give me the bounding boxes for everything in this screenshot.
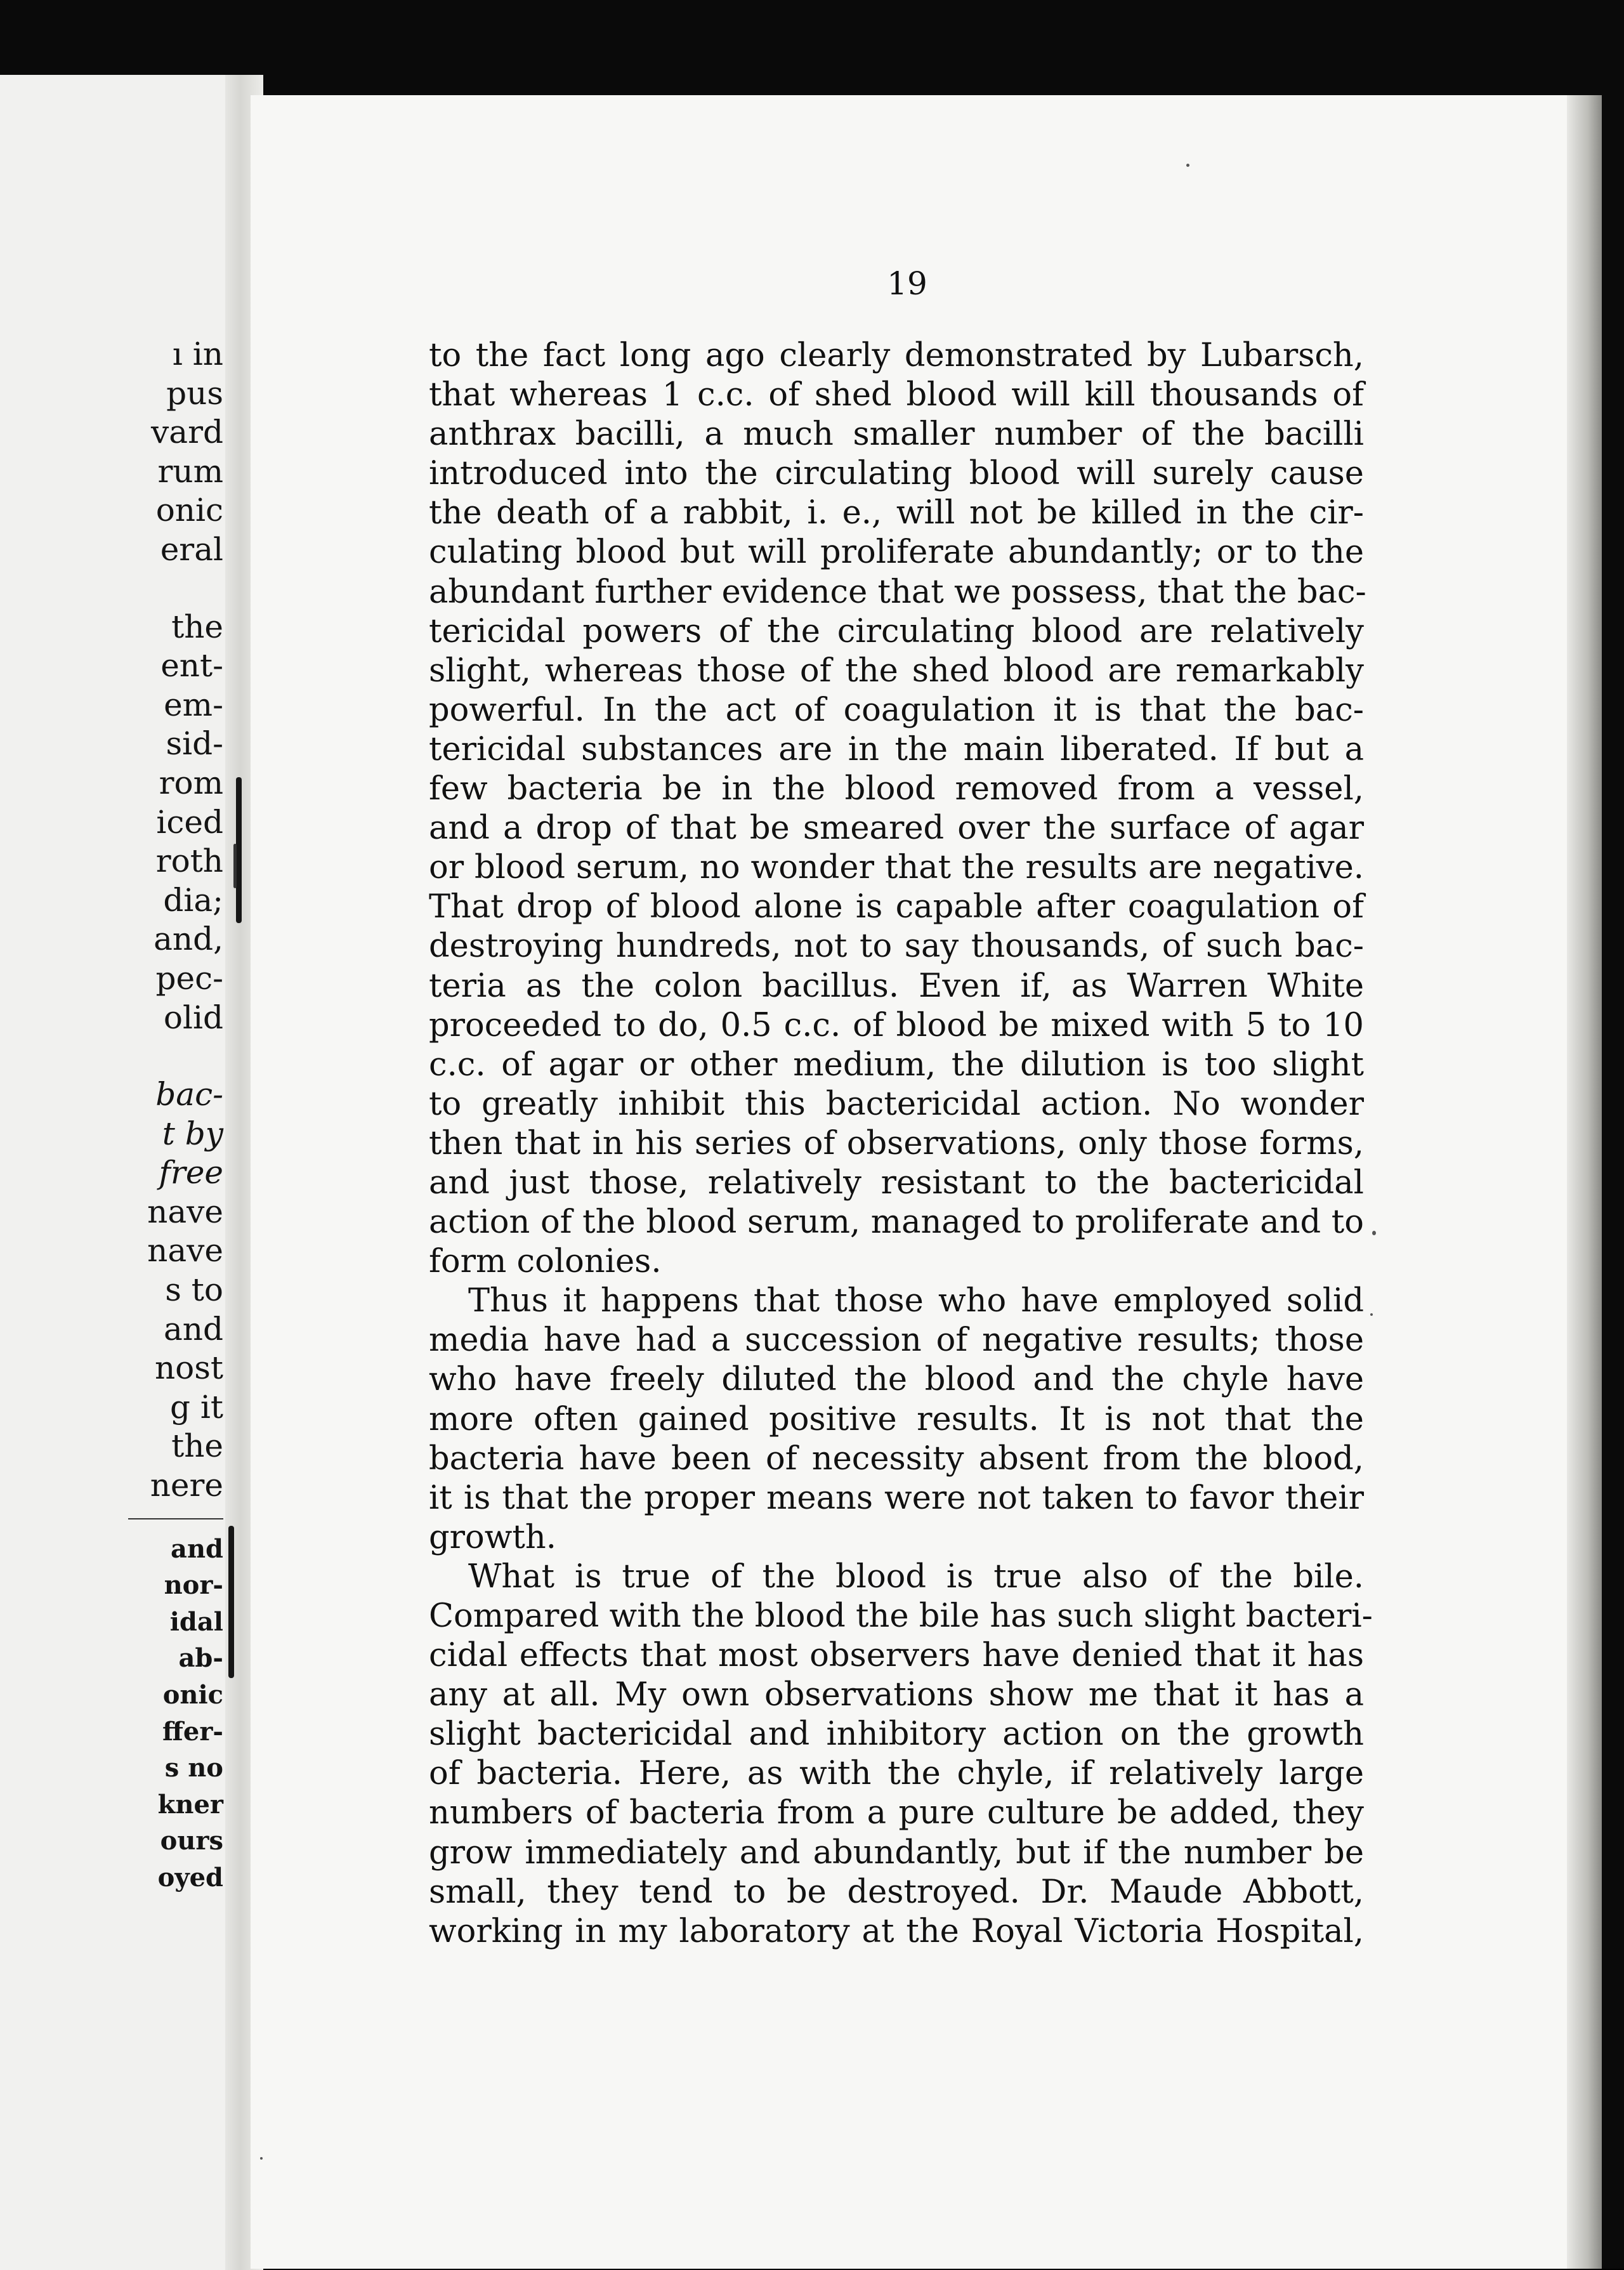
- footnote-rule: [128, 1518, 223, 1519]
- fragment-line: and,: [154, 921, 223, 958]
- text-line: slight, whereas those of the shed blood are remarkably: [429, 652, 1364, 690]
- body-text: [429, 336, 1373, 1952]
- text-line: the death of a rabbit, i. e., will not be killed in the cir-: [429, 494, 1364, 532]
- fragment-line: olid: [163, 999, 223, 1036]
- text-line: action of the blood serum, managed to proliferate and to: [429, 1204, 1364, 1242]
- fragment-line: eral: [160, 530, 223, 568]
- fragment-line: onic: [162, 1680, 223, 1710]
- staple-mark: [228, 1526, 234, 1678]
- text-line: to greatly inhibit this bactericidal action. No wonder: [429, 1085, 1364, 1123]
- fragment-line: rom: [159, 764, 223, 801]
- text-line: That drop of blood alone is capable after coagulation of: [429, 888, 1364, 926]
- text-line: that whereas 1 c.c. of shed blood will kill thousands of: [429, 376, 1364, 414]
- paragraph-gap: [8, 1037, 223, 1075]
- text-line: of bacteria. Here, as with the chyle, if relatively large: [429, 1755, 1364, 1793]
- fragment-line: rum: [157, 452, 223, 490]
- fragment-line: onic: [155, 492, 223, 529]
- fragment-line: g it: [170, 1388, 223, 1426]
- fragment-line: bac-: [155, 1076, 223, 1113]
- page-edge: [1567, 95, 1602, 2269]
- fragment-line: dia;: [163, 881, 223, 919]
- text-line: form colonies.: [429, 1243, 662, 1281]
- fragment-line: the: [171, 608, 223, 645]
- text-line: Compared with the blood the bile has such slight bacteri-: [429, 1598, 1373, 1635]
- text-line: What is true of the blood is true also of the bile.: [468, 1558, 1364, 1596]
- text-line: slight bactericidal and inhibitory action on the growth: [429, 1716, 1364, 1754]
- fragment-line: t by: [162, 1115, 223, 1152]
- fragment-line: nor-: [164, 1570, 223, 1601]
- text-line: small, they tend to be destroyed. Dr. Maude Abbott,: [429, 1873, 1364, 1911]
- fragment-line: nave: [147, 1193, 223, 1230]
- text-line: working in my laboratory at the Royal Victoria Hospital,: [429, 1912, 1364, 1950]
- fragment-line: pus: [166, 374, 223, 412]
- text-line: introduced into the circulating blood will surely cause: [429, 455, 1364, 493]
- text-line: Thus it happens that those who have employed solid: [468, 1282, 1364, 1320]
- text-line: abundant further evidence that we possess, that the bac-: [429, 573, 1366, 611]
- text-line: cidal effects that most observers have denied that it has: [429, 1637, 1364, 1675]
- staple-mark: [236, 777, 242, 923]
- text-line: it is that the proper means were not taken to favor their: [429, 1479, 1364, 1517]
- fragment-line: free: [159, 1154, 223, 1191]
- text-line: few bacteria be in the blood removed from a vessel,: [429, 770, 1364, 808]
- text-line: teria as the colon bacillus. Even if, as Warren White: [429, 967, 1364, 1005]
- fragment-line: nost: [154, 1349, 223, 1387]
- text-line: powerful. In the act of coagulation it is that the bac-: [429, 691, 1364, 729]
- facing-page-fragment: [0, 75, 247, 2270]
- fragment-line: kner: [157, 1789, 223, 1820]
- fragment-line: the: [171, 1427, 223, 1465]
- fragment-line: s no: [164, 1753, 223, 1783]
- fragment-line: pec-: [155, 959, 223, 997]
- staple-mark: [233, 844, 237, 888]
- paragraph-gap: [8, 570, 223, 608]
- text-line: then that in his series of observations, only those forms,: [429, 1124, 1364, 1162]
- dust-speck: [260, 2157, 263, 2160]
- page-number: 19: [887, 265, 927, 302]
- facing-page-text: [8, 335, 223, 1896]
- fragment-line: idal: [169, 1606, 223, 1637]
- fragment-line: oyed: [157, 1862, 223, 1893]
- dust-speck: [1372, 1231, 1376, 1235]
- text-line: who have freely diluted the blood and the chyle have: [429, 1361, 1364, 1399]
- fragment-line: ours: [160, 1826, 223, 1856]
- fragment-line: em-: [164, 686, 223, 723]
- text-line: numbers of bacteria from a pure culture be added, they: [429, 1794, 1364, 1832]
- fragment-line: ffer-: [162, 1716, 223, 1747]
- fragment-line: roth: [155, 843, 223, 880]
- text-line: anthrax bacilli, a much smaller number of the bacilli: [429, 416, 1364, 454]
- text-line: culating blood but will proliferate abundantly; or to the: [429, 534, 1364, 572]
- fragment-line: and: [171, 1533, 223, 1564]
- text-line: bacteria have been of necessity absent from the blood,: [429, 1440, 1364, 1478]
- text-line: any at all. My own observations show me that it has a: [429, 1676, 1364, 1714]
- fragment-line: iced: [156, 803, 223, 841]
- text-line: and just those, relatively resistant to the bactericidal: [429, 1164, 1364, 1202]
- fragment-line: sid-: [166, 725, 223, 763]
- fragment-line: ent-: [160, 647, 223, 685]
- text-line: proceeded to do, 0.5 c.c. of blood be mixed with 5 to 10: [429, 1006, 1364, 1044]
- text-line: and a drop of that be smeared over the surface of agar: [429, 810, 1364, 848]
- text-line: tericidal substances are in the main liberated. If but a: [429, 730, 1364, 768]
- fragment-line: nave: [147, 1232, 223, 1269]
- fragment-line: ab-: [178, 1643, 223, 1674]
- text-line: growth.: [429, 1518, 556, 1556]
- fragment-line: s to: [165, 1271, 223, 1309]
- text-line: c.c. of agar or other medium, the dilution is too slight: [429, 1046, 1364, 1084]
- text-line: more often gained positive results. It is not that the: [429, 1400, 1364, 1438]
- text-line: media have had a succession of negative results; those: [429, 1322, 1364, 1360]
- text-line: to the fact long ago clearly demonstrated by Lubarsch,: [429, 337, 1364, 374]
- text-line: tericidal powers of the circulating blood are relatively: [429, 612, 1364, 650]
- fragment-line: nere: [150, 1467, 223, 1504]
- dust-speck: [1370, 1313, 1373, 1316]
- fragment-line: and: [163, 1310, 223, 1348]
- text-line: grow immediately and abundantly, but if the number be: [429, 1834, 1364, 1872]
- dust-speck: [1186, 164, 1189, 167]
- fragment-line: vard: [151, 414, 223, 451]
- text-line: or blood serum, no wonder that the results are negative.: [429, 849, 1364, 887]
- text-line: destroying hundreds, not to say thousands, of such bac-: [429, 928, 1364, 966]
- fragment-line: ı in: [172, 336, 223, 372]
